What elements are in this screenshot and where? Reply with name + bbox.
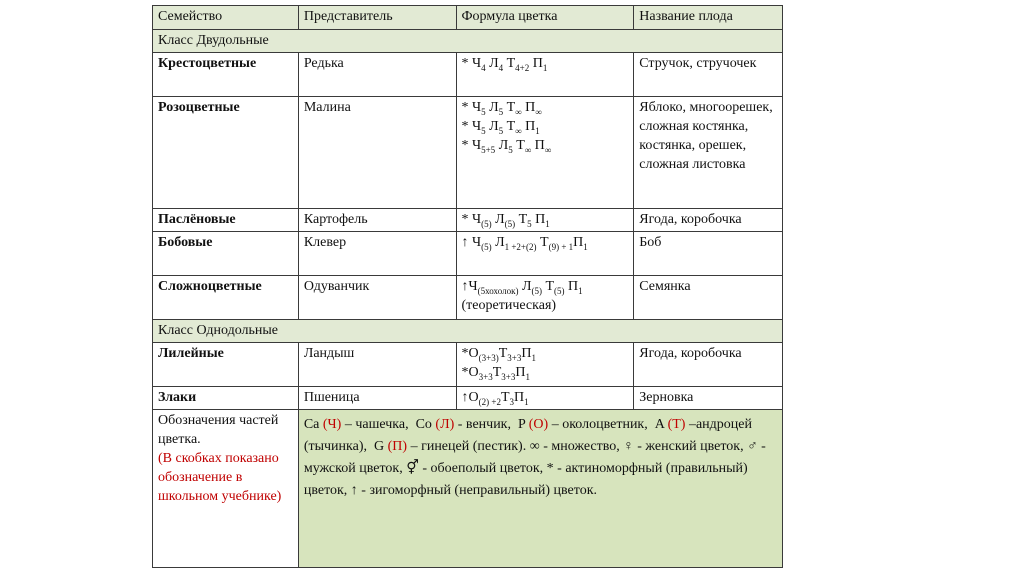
class-row-monocots xyxy=(153,320,783,343)
table-row xyxy=(153,232,783,276)
legend-g-school: (П) xyxy=(387,439,408,454)
family-cell: Бобовые xyxy=(153,232,299,276)
family-cell: Паслёновые xyxy=(153,209,299,232)
family-cell: Сложноцветные xyxy=(153,276,299,320)
representative-cell: Пшеница xyxy=(298,387,456,410)
legend-p-text: – околоцветник, xyxy=(548,417,648,432)
fruit-cell: Яблоко, многоорешек, сложная костянка, костянка, орешек, сложная листовка xyxy=(634,97,783,209)
fruit-cell: Стручок, стручочек xyxy=(634,53,783,97)
class-row-dicots xyxy=(153,30,783,53)
fruit-cell: Зерновка xyxy=(634,387,783,410)
formula-cell: ↑ $Ч_{(5)}$ $Л_{1 +2+(2)}$ $Т_{(9) + 1}П_1$ xyxy=(456,232,634,276)
formula-cell: $↑Ч_{(5хохолок)}$ $Л_{(5)}$ $Т_{(5)}$ $П_1$ (теоретическая) xyxy=(456,276,634,320)
table-row xyxy=(153,209,783,232)
representative-cell: Ландыш xyxy=(298,343,456,387)
class-dicots-label: Класс Двудольные xyxy=(153,30,783,53)
legend-a-text: –андроцей (тычинка), xyxy=(303,417,752,454)
family-cell: Злаки xyxy=(153,387,299,410)
fruit-cell: Ягода, коробочка xyxy=(634,209,783,232)
table-header-row xyxy=(153,6,783,30)
legend-co-school: (Л) xyxy=(435,417,455,432)
class-monocots-label: Класс Однодольные xyxy=(153,320,783,343)
legend-row xyxy=(153,410,783,568)
family-cell: Розоцветные xyxy=(153,97,299,209)
header-family: Семейство xyxy=(153,6,299,30)
legend-a: A xyxy=(654,417,665,432)
fruit-cell: Ягода, коробочка xyxy=(634,343,783,387)
formula-cell: $*О_{(3+3)}Т_{3+3}П_1$ $*О_{3+3}Т_{3+3}П_1$ xyxy=(456,343,634,387)
fruit-cell: Семянка xyxy=(634,276,783,320)
legend-ca: Ca xyxy=(303,417,320,432)
formula-cell: * $Ч_4$ $Л_4$ $Т_{4+2}$ $П_1$ xyxy=(456,53,634,97)
legend-label-cell xyxy=(153,410,299,568)
legend-p-school: (О) xyxy=(528,417,549,432)
fruit-cell: Боб xyxy=(634,232,783,276)
table-row xyxy=(153,97,783,209)
family-cell: Лилейные xyxy=(153,343,299,387)
formula-cell: * $Ч_{(5)}$ $Л_{(5)}$ $Т_5$ $П_1$ xyxy=(456,209,634,232)
representative-cell: Клевер xyxy=(298,232,456,276)
legend-ca-text: – чашечка, xyxy=(341,417,409,432)
flower-families-table xyxy=(152,5,783,568)
representative-cell: Одуванчик xyxy=(298,276,456,320)
legend-ca-school: (Ч) xyxy=(322,417,342,432)
representative-cell: Редька xyxy=(298,53,456,97)
legend-co: Co xyxy=(415,417,432,432)
header-formula: Формула цветка xyxy=(456,6,634,30)
table-row xyxy=(153,53,783,97)
formula-cell: $↑О_{(2) +2}Т_3П_1$ xyxy=(456,387,634,410)
legend-co-text: - венчик, xyxy=(454,417,511,432)
legend-g: G xyxy=(374,439,385,454)
table-row xyxy=(153,276,783,320)
formula-note: (теоретическая) xyxy=(461,298,557,313)
table-row xyxy=(153,343,783,387)
header-representative: Представитель xyxy=(298,6,456,30)
representative-cell: Картофель xyxy=(298,209,456,232)
table-row xyxy=(153,387,783,410)
legend-g-text: – гинецей (пестик). ∞ - множество, ♀ - женский цветок, ♂ - мужской цветок, ⚥ - обоеполый цветок, * - актиноморфный (правильный) цветок, ↑ - зигоморфный (неправильный) цветок. xyxy=(303,439,766,498)
representative-cell: Малина xyxy=(298,97,456,209)
formula-cell: * $Ч_5$ $Л_5$ $Т_\infty$ $П_\infty$ * $Ч_5$ $Л_5$ $Т_\infty$ $П_1$ * $Ч_{5+5}$ $Л_5$ $Т_\infty$ $П_\infty$ xyxy=(456,97,634,209)
header-fruit: Название плода xyxy=(634,6,783,30)
legend-p: P xyxy=(517,417,526,432)
legend-label: Обозначения частей цветка. xyxy=(158,413,279,447)
family-cell: Крестоцветные xyxy=(153,53,299,97)
legend-a-school: (Т) xyxy=(667,417,686,432)
legend-body xyxy=(298,410,782,568)
legend-label-note: (В скобках показано обозначение в школьном учебнике) xyxy=(158,451,282,504)
